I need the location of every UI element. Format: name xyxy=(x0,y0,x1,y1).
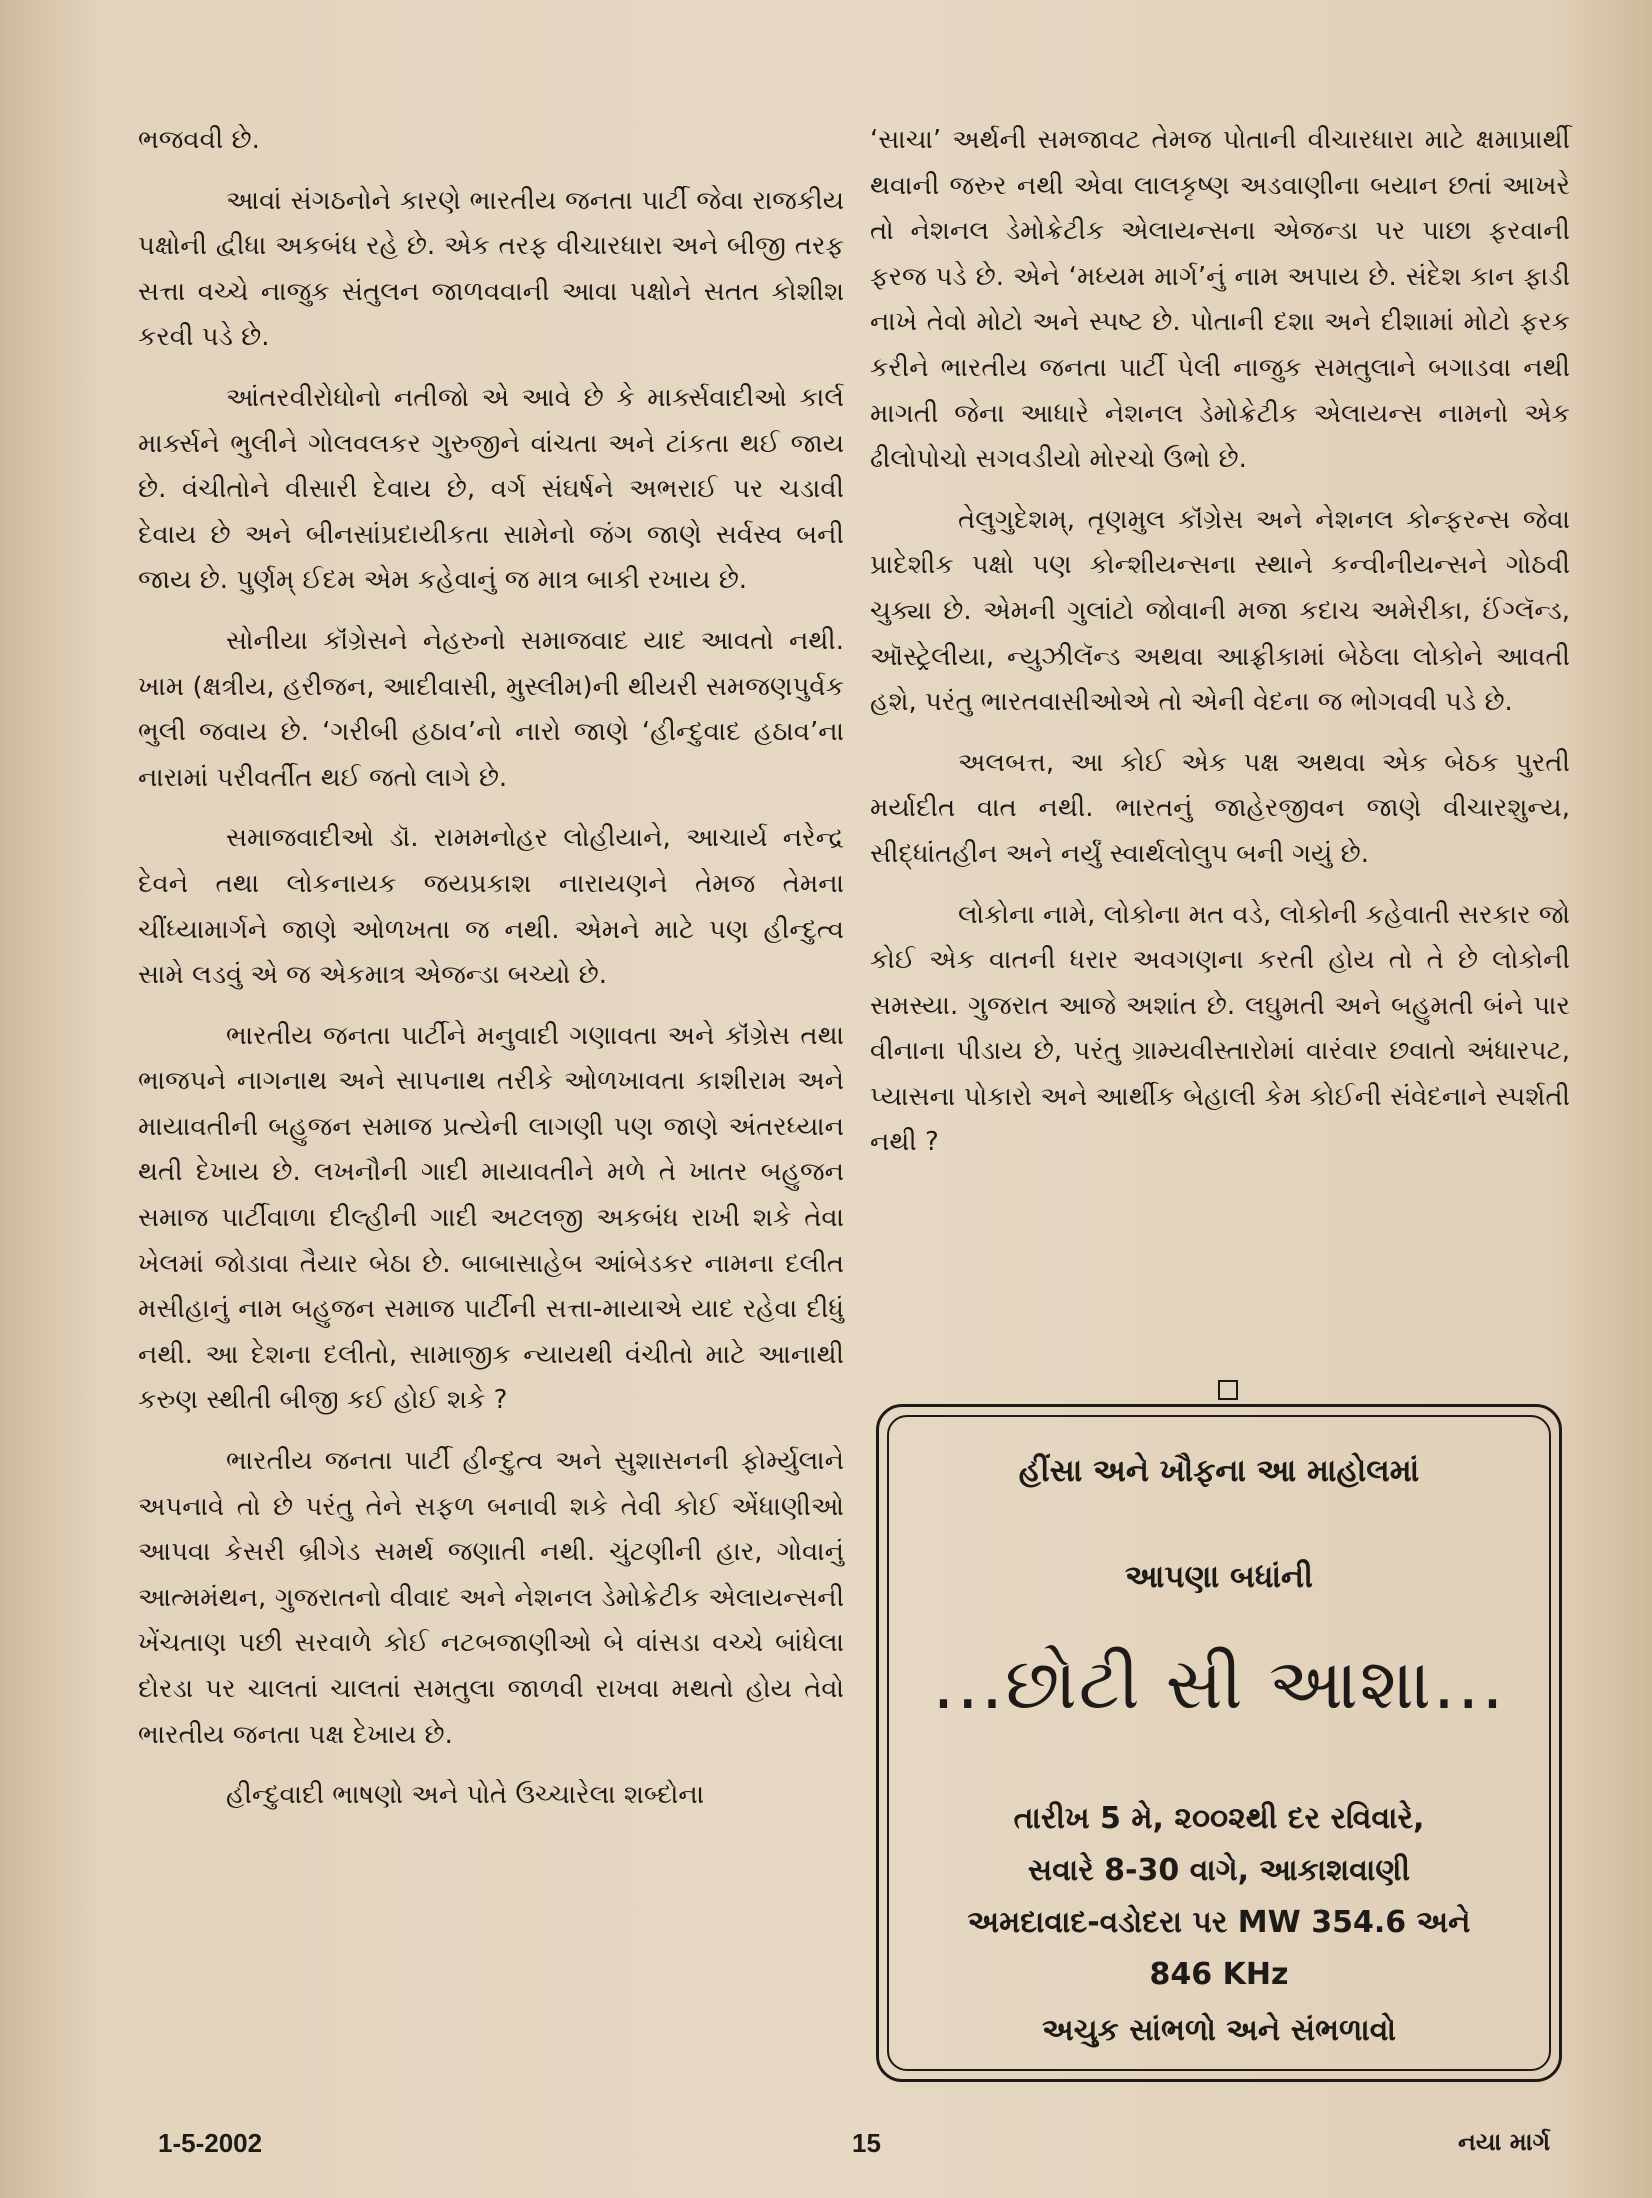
paragraph: આવાં સંગઠનોને કારણે ભારતીય જનતા પાર્ટી જેવા રાજકીય પક્ષોની દ્વીધા અકબંધ રહે છે. એક તરફ વીચારધારા અને બીજી તરફ સત્તા વચ્ચે નાજુક સંતુલન જાળવવાની આવા પક્ષોને સતત કોશીશ કરવી પડે છે. xyxy=(138,185,844,353)
article-end-square-icon xyxy=(1218,1380,1238,1400)
schedule-line: અમદાવાદ-વડોદરા પર MW 354.6 અને xyxy=(967,1905,1471,1940)
broadcast-schedule xyxy=(919,1793,1519,2001)
programme-title: ...છોટી સી આશા... xyxy=(932,1643,1506,1725)
paragraph: આંતરવીરોધોનો નતીજો એ આવે છે કે માર્ક્સવાદીઓ કાર્લ માર્ક્સને ભુલીને ગોલવલકર ગુરુજીને વાંચતા અને ટાંકતા થઈ જાય છે. વંચીતોને વીસારી દેવાય છે, વર્ગ સંઘર્ષને અભરાઈ પર ચડાવી દેવાય છે અને બીનસાંપ્રદાયીકતા સામેનો જંગ જાણે સર્વસ્વ બની જાય છે. પુર્ણમ્ ઈદમ એમ કહેવાનું જ માત્ર બાકી રખાય છે. xyxy=(138,382,844,596)
paragraph: ભજવવી છે. xyxy=(138,125,260,155)
radio-announcement-inner xyxy=(887,1415,1551,2071)
paragraph: ભારતીય જનતા પાર્ટી હીન્દુત્વ અને સુશાસનની ફોર્મ્યુલાને અપનાવે તો છે પરંતુ તેને સફળ બનાવી શકે તેવી કોઈ એંધાણીઓ આપવા કેસરી બ્રીગેડ સમર્થ જણાતી નથી. ચુંટણીની હાર, ગોવાનું આત્મમંથન, ગુજરાતનો વીવાદ અને નેશનલ ડેમોક્રેટીક એલાયન્સની ખેંચતાણ પછી સરવાળે કોઈ નટબજાણીઓ બે વાંસડા વચ્ચે બાંધેલા દોરડા પર ચાલતાં ચાલતાં સમતુલા જાળવી રાખવા મથતો હોય તેવો ભારતીય જનતા પક્ષ દેખાય છે. xyxy=(138,1446,844,1750)
issue-date: 1-5-2002 xyxy=(158,2128,263,2158)
paragraph: ભારતીય જનતા પાર્ટીને મનુવાદી ગણાવતા અને કૉંગ્રેસ તથા ભાજપને નાગનાથ અને સાપનાથ તરીકે ઓળખાવતા કાશીરામ અને માયાવતીની બહુજન સમાજ પ્રત્યેની લાગણી પણ જાણે અંતરધ્યાન થતી દેખાય છે. લખનૌની ગાદી માયાવતીને મળે તે ખાતર બહુજન સમાજ પાર્ટીવાળા દીલ્હીની ગાદી અટલજી અકબંધ રાખી શકે તેવા ખેલમાં જોડાવા તૈયાર બેઠા છે. બાબાસાહેબ આંબેડકર નામના દલીત મસીહાનું નામ બહુજન સમાજ પાર્ટીની સત્તા-માયાએ યાદ રહેવા દીધું નથી. આ દેશના દલીતો, સામાજીક ન્યાયથી વંચીતો માટે આનાથી કરુણ સ્થીતી બીજી કઈ હોઈ શકે ? xyxy=(138,1020,844,1416)
schedule-line: તારીખ 5 મે, ૨૦૦૨થી દર રવિવારે, xyxy=(1013,1801,1425,1836)
announcement-footer: અચુક સાંભળો અને સંભળાવો xyxy=(1042,2013,1396,2048)
paragraph: તેલુગુદેશમ્, તૃણમુલ કૉંગ્રેસ અને નેશનલ કોન્ફરન્સ જેવા પ્રાદેશીક પક્ષો પણ કોન્શીયન્સના સ્થાને કન્વીનીયન્સને ગોઠવી ચુક્યા છે. એમની ગુલાંટો જોવાની મજા કદાચ અમેરીકા, ઈંગ્લૅન્ડ, ઑસ્ટ્રેલીયા, ન્યુઝીલૅન્ડ અથવા આફ્રીકામાં બેઠેલા લોકોને આવતી હશે, પરંતુ ભારતવાસીઓએ તો એની વેદના જ ભોગવવી પડે છે. xyxy=(870,504,1570,718)
right-column xyxy=(870,118,1570,1166)
paragraph: સોનીયા કૉંગ્રેસને નેહરુનો સમાજવાદ યાદ આવતો નથી. ખામ (ક્ષત્રીય, હરીજન, આદીવાસી, મુસ્લીમ)ની થીયરી સમજણપુર્વક ભુલી જવાય છે. ‘ગરીબી હઠાવ’નો નારો જાણે ‘હીન્દુવાદ હઠાવ’ના નારામાં પરીવર્તીત થઈ જતો લાગે છે. xyxy=(138,625,844,793)
announcement-subheading: આપણા બધાંની xyxy=(1124,1559,1314,1595)
paragraph: સમાજવાદીઓ ડૉ. રામમનોહર લોહીયાને, આચાર્ય નરેન્દ્ર દેવને તથા લોકનાયક જયપ્રકાશ નારાયણને તેમજ તેમના ચીંધ્યામાર્ગને જાણે ઓળખતા જ નથી. એમને માટે પણ હીન્દુત્વ સામે લડવું એ જ એકમાત્ર એજન્ડા બચ્યો છે. xyxy=(138,823,844,991)
schedule-line: સવારે 8-30 વાગે, આકાશવાણી xyxy=(1027,1853,1411,1888)
publication-name: નયા માર્ગ xyxy=(1458,2128,1551,2156)
left-column xyxy=(138,118,844,1819)
radio-announcement-box xyxy=(876,1404,1562,2082)
announcement-heading: હીંસા અને ખૌફના આ માહોલમાં xyxy=(1018,1453,1420,1489)
paragraph: અલબત્ત, આ કોઈ એક પક્ષ અથવા એક બેઠક પુરતી મર્યાદીત વાત નથી. ભારતનું જાહેરજીવન જાણે વીચારશુન્ય, સીદ્ધાંતહીન અને નર્યું સ્વાર્થલોલુપ બની ગયું છે. xyxy=(870,747,1570,869)
paragraph: હીન્દુવાદી ભાષણો અને પોતે ઉચ્ચારેલા શબ્દોના xyxy=(226,1780,705,1811)
paragraph: લોકોના નામે, લોકોના મત વડે, લોકોની કહેવાતી સરકાર જો કોઈ એક વાતની ધરાર અવગણના કરતી હોય તો તે છે લોકોની સમસ્યા. ગુજરાત આજે અશાંત છે. લઘુમતી અને બહુમતી બંને પાર વીનાના પીડાય છે, પરંતુ ગ્રામ્યવીસ્તારોમાં વારંવાર છવાતો અંધારપટ, પ્યાસના પોકારો અને આર્થીક બેહાલી કેમ કોઈની સંવેદનાને સ્પર્શતી નથી ? xyxy=(870,899,1570,1158)
page-number: 15 xyxy=(852,2128,881,2158)
paragraph: ‘સાચા’ અર્થની સમજાવટ તેમજ પોતાની વીચારધારા માટે ક્ષમાપ્રાર્થી થવાની જરુર નથી એવા લાલકૃષ્ણ અડવાણીના બયાન છતાં આખરે તો નેશનલ ડેમોક્રેટીક એલાયન્સના એજન્ડા પર પાછા ફરવાની ફરજ પડે છે. એને ‘મધ્યમ માર્ગ’નું નામ અપાય છે. સંદેશ કાન ફાડી નાખે તેવો મોટો અને સ્પષ્ટ છે. પોતાની દશા અને દીશામાં મોટો ફરક કરીને ભારતીય જનતા પાર્ટી પેલી નાજુક સમતુલાને બગાડવા નથી માગતી જેના આધારે નેશનલ ડેમોક્રેટીક એલાયન્સ નામનો એક ઢીલોપોચો સગવડીયો મોરચો ઉભો છે. xyxy=(870,125,1570,475)
schedule-line: 846 KHz xyxy=(1149,1957,1289,1992)
